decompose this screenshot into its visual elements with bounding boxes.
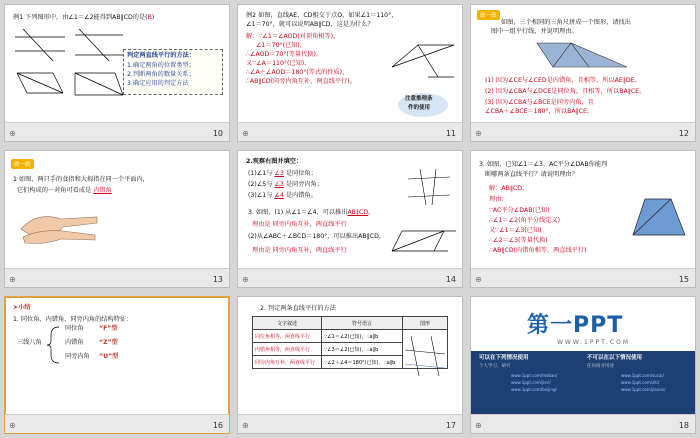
summary-heading: ➤小结 bbox=[13, 304, 31, 311]
slide-marker-icon: ⊕ bbox=[475, 129, 482, 138]
slide-thumbnail-15[interactable] bbox=[470, 150, 696, 288]
resource-link[interactable]: www.1ppt.com/beijing/ bbox=[511, 387, 557, 392]
table-heading: 2. 判定两条直线平行的方法 bbox=[260, 305, 336, 312]
note-text: 件的使用 bbox=[408, 105, 431, 111]
tip-line: 1.确定两角的位置类型； bbox=[127, 62, 195, 69]
table-cell: ∵∠3＝∠2(已知)，∴a∥b bbox=[321, 343, 402, 356]
solution-line: ∴AB∥CD(同旁内角互补，两直线平行)。 bbox=[246, 78, 356, 85]
slide-marker-icon: ⊕ bbox=[9, 129, 16, 138]
summary-left-label: 三线八角 bbox=[17, 339, 42, 346]
slide-marker-icon: ⊕ bbox=[9, 421, 16, 430]
slide-number: 11 bbox=[445, 129, 456, 138]
question-line: 断哪两条直线平行？请说明理由？ bbox=[485, 171, 578, 178]
answer-line: ∠CBA＋∠BCE＝180°，所以BA∥CE。 bbox=[485, 108, 594, 115]
resource-link[interactable]: www.1ppt.com/jiaoan/ bbox=[621, 387, 666, 392]
slide-thumbnail-16[interactable] bbox=[4, 296, 230, 434]
question-line: 1 如图，两只手的食指和大拇指在同一个平面内， bbox=[13, 176, 149, 183]
column-header: 图形 bbox=[403, 317, 448, 330]
license-col-title: 可以在下列情况使用 bbox=[479, 355, 529, 361]
resource-link[interactable]: www.1ppt.com/moban/ bbox=[511, 373, 558, 378]
license-sub: 任何商业用途 bbox=[587, 364, 614, 369]
methods-table bbox=[252, 316, 448, 369]
slide-thumbnail-14[interactable] bbox=[237, 150, 463, 288]
note-text: 注意推理条 bbox=[405, 96, 433, 102]
column-header: 符号语言 bbox=[321, 317, 402, 330]
question-line: 3. 如图，已知∠1＝∠3，AC平分∠DAB你能判 bbox=[479, 161, 608, 168]
slide-thumbnail-18[interactable] bbox=[470, 296, 696, 434]
question-line: 它们构成的一对角可看成是 内错角 bbox=[17, 187, 112, 194]
solution-line: ∴∠AOD＝70°(等量代换)。 bbox=[246, 51, 323, 58]
slide-marker-icon: ⊕ bbox=[9, 275, 16, 284]
license-col-title: 不可以在以下情况使用 bbox=[587, 355, 643, 361]
slide-number: 16 bbox=[212, 421, 223, 430]
lines-figure bbox=[406, 167, 452, 207]
slide-footer bbox=[471, 268, 695, 287]
fill-line: 3. 如图，(1) 从∠1＝∠4，可以推出AB∥CD， bbox=[248, 209, 375, 216]
solution-line: 解：AB∥CD。 bbox=[489, 185, 529, 192]
slide-footer bbox=[5, 122, 229, 141]
fill-line: (2)∠5与 ∠3 是同旁内角； bbox=[248, 181, 323, 188]
table-cell: ∵∠1＝∠2(已知)，∴a∥b bbox=[321, 330, 402, 343]
slide-thumbnail-11[interactable] bbox=[237, 4, 463, 142]
question-text: 例1 下列图形中，由∠1＝∠2能得到AB∥CD的是(B) bbox=[13, 14, 155, 21]
tip-title: 判定两直线平行的方法： bbox=[127, 52, 196, 59]
figure-lines bbox=[388, 31, 458, 81]
hands-figure bbox=[17, 201, 107, 245]
question-head: 2.观察右图并填空： bbox=[246, 158, 303, 165]
column-header: 文字叙述 bbox=[253, 317, 322, 330]
slide-footer bbox=[471, 122, 695, 141]
slide-marker-icon: ⊕ bbox=[475, 421, 482, 430]
parallel-lines-figure bbox=[405, 332, 445, 378]
slide-marker-icon: ⊕ bbox=[242, 129, 249, 138]
answer-line: (3) 因为∠CBA与∠BCE是同旁内角，且 bbox=[485, 99, 594, 106]
resource-link[interactable]: www.1ppt.com/jieri/ bbox=[511, 380, 551, 385]
question-line: 例2 如图，直线AE，CD相交于点O，如果∠1＝110°， bbox=[246, 12, 398, 19]
slide-number: 13 bbox=[212, 275, 223, 284]
reason-line: 理由是 同旁内角互补，两直线平行 bbox=[252, 247, 347, 254]
triangles-figure bbox=[531, 37, 641, 73]
parallelogram-figure bbox=[388, 217, 460, 257]
slide-thumbnail-10[interactable] bbox=[4, 4, 230, 142]
question-line: 图中一组平行线，并说明理由。 bbox=[491, 28, 578, 35]
table-cell: 内错角相等，两直线平行 bbox=[253, 343, 322, 356]
solution-line: 解：∵∠1＝∠AOD(对顶角相等)， bbox=[246, 33, 340, 40]
slide-number: 14 bbox=[445, 275, 456, 284]
slide-footer bbox=[5, 414, 229, 433]
solution-line: 又∵∠A＝110°(已知)， bbox=[246, 60, 311, 67]
question-line: ∠1＝70°，就可以说明AB∥CD，这是为什么？ bbox=[246, 21, 374, 28]
license-sub: 个人学习、研究 bbox=[479, 364, 511, 369]
resource-link[interactable]: www.1ppt.com/ziti/ bbox=[621, 380, 660, 385]
tip-line: 2.判断两角的数量关系； bbox=[127, 71, 195, 78]
summary-question: 1. 同位角、内错角、同旁内角的结构特征： bbox=[13, 316, 133, 323]
slide-footer bbox=[5, 268, 229, 287]
solution-line: 理由： bbox=[489, 196, 508, 203]
section-tag: 做一做 bbox=[477, 10, 500, 20]
slide-marker-icon: ⊕ bbox=[242, 275, 249, 284]
brand-logo: 第一PPT bbox=[527, 313, 624, 338]
slide-number: 17 bbox=[445, 421, 456, 430]
answer-line: (1) 因为∠CE与∠CED是内错角，且相等，所以AE∥DE。 bbox=[485, 77, 641, 84]
angle-type: 同旁内角 bbox=[65, 353, 90, 360]
angle-shape: “U”型 bbox=[99, 353, 119, 360]
answer-line: (2) 因为∠CBA与∠DCE是同位角，且相等，所以BA∥CE。 bbox=[485, 88, 646, 95]
reason-line: 理由是 同旁内角互补，两直线平行 bbox=[252, 221, 347, 228]
fill-line: (1)∠1与 ∠3 是同位角； bbox=[248, 170, 317, 177]
table-cell: 同位角相等，两直线平行 bbox=[253, 330, 322, 343]
slide-marker-icon: ⊕ bbox=[475, 275, 482, 284]
slide-footer bbox=[471, 414, 695, 433]
fill-line: (2)从∠ABC＋∠BCD＝180°，可以推出AB∥CD， bbox=[248, 233, 386, 240]
slide-thumbnail-13[interactable] bbox=[4, 150, 230, 288]
slide-footer bbox=[238, 414, 462, 433]
table-cell: 同旁内角互补，两直线平行 bbox=[253, 356, 322, 369]
slide-number: 12 bbox=[678, 129, 689, 138]
solution-line: ∠1＝70°(已知)， bbox=[256, 42, 307, 49]
slide-footer bbox=[238, 268, 462, 287]
slide-number: 15 bbox=[678, 275, 689, 284]
brand-url: WWW.1PPT.COM bbox=[557, 339, 631, 346]
slide-footer bbox=[238, 122, 462, 141]
section-tag: 做一做 bbox=[11, 159, 34, 169]
resource-link[interactable]: www.1ppt.com/sucai/ bbox=[621, 373, 664, 378]
angle-shape: “Z”型 bbox=[99, 339, 118, 346]
solution-line: ∵AC平分∠DAB(已知) bbox=[489, 207, 550, 214]
fill-line: (3)∠1与 ∠4 是内错角。 bbox=[248, 192, 317, 199]
slide-number: 18 bbox=[678, 421, 689, 430]
angle-type: 同位角 bbox=[65, 325, 84, 332]
question-line: 如图，三个相同的三角尺拼成一个图形，请找出 bbox=[501, 19, 631, 26]
solution-line: ∴AB∥CD(内错角相等，两直线平行) bbox=[489, 247, 587, 254]
angle-type: 内错角 bbox=[65, 339, 84, 346]
figure-cell bbox=[403, 330, 448, 369]
slide-thumbnail-12[interactable] bbox=[470, 4, 696, 142]
trapezoid-figure bbox=[629, 193, 689, 243]
table-cell: ∵∠2＋∠4＝180°(已知)，∴a∥b bbox=[321, 356, 402, 369]
slide-marker-icon: ⊕ bbox=[242, 421, 249, 430]
slide-number: 10 bbox=[212, 129, 223, 138]
angle-shape: “F”型 bbox=[99, 325, 118, 332]
slide-thumbnail-17[interactable] bbox=[237, 296, 463, 434]
solution-line: ∴∠1＝∠2(角平分线定义) bbox=[489, 217, 561, 224]
solution-line: ∴∠A＋∠AOD＝180°(等式的性质)， bbox=[246, 69, 349, 76]
solution-line: ∴∠2＝∠3(等量代换) bbox=[489, 237, 548, 244]
brace-icon bbox=[47, 325, 61, 365]
solution-line: 又∵∠1＝∠3(已知) bbox=[489, 227, 542, 234]
tip-line: 3.确定应用的判定方法 bbox=[127, 80, 189, 87]
